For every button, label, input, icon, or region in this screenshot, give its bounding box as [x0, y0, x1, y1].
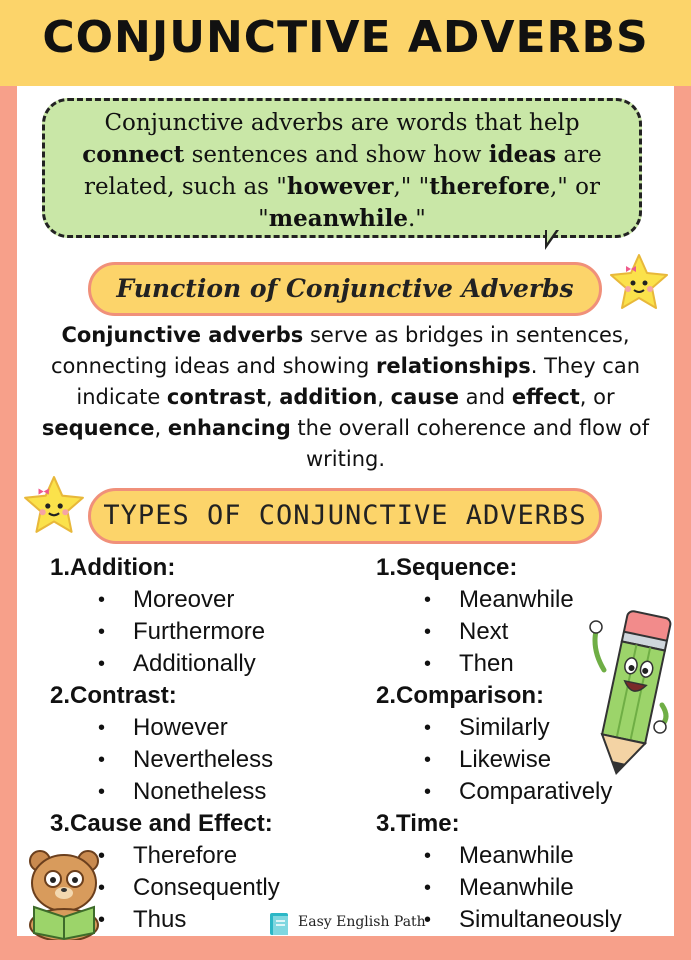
- definition-text-11: .": [407, 206, 426, 232]
- list-item-text: Consequently: [133, 874, 280, 901]
- bullet: •: [98, 717, 106, 739]
- function-paragraph: [30, 320, 661, 475]
- list-item: [50, 584, 350, 616]
- definition-ideas: ideas: [488, 141, 557, 168]
- category-contrast: 2.Contrast:: [50, 682, 177, 709]
- types-heading: TYPES OF CONJUNCTIVE ADVERBS: [88, 488, 602, 544]
- list-item-text: Then: [459, 650, 514, 677]
- list-item-text: Similarly: [459, 714, 550, 741]
- bullet: •: [424, 877, 432, 899]
- list-item-text: Meanwhile: [459, 842, 574, 869]
- fn-text-6: ,: [265, 385, 280, 409]
- list-item-text: Moreover: [133, 586, 235, 613]
- star-icon: [22, 474, 86, 538]
- fn-effect: effect: [511, 385, 580, 409]
- fn-text-12: , or: [579, 385, 615, 409]
- list-item-text: Likewise: [459, 746, 552, 773]
- bullet: •: [98, 781, 106, 803]
- list-item-text: Therefore: [133, 842, 238, 869]
- bullet: •: [424, 781, 432, 803]
- list-item: [376, 840, 666, 872]
- bullet: •: [424, 909, 432, 931]
- definition-meanwhile: meanwhile: [268, 205, 408, 232]
- list-item: [50, 616, 350, 648]
- category-time: 3.Time:: [376, 810, 460, 837]
- definition-text-3: sentences and show how: [184, 142, 489, 168]
- definition-text-5: are related, such as ": [83, 142, 602, 200]
- list-item: [50, 776, 350, 808]
- definition-however: however: [286, 173, 394, 200]
- list-item-text: However: [133, 714, 228, 741]
- fn-text-2: serve as bridges in sentences, connecting ideas and showing: [50, 323, 630, 378]
- list-item-text: Thus: [133, 906, 187, 933]
- bullet: •: [424, 845, 432, 867]
- bullet: •: [424, 621, 432, 643]
- definition-therefore: therefore: [429, 173, 550, 200]
- fn-conjunctive-adverbs: Conjunctive adverbs: [61, 323, 304, 347]
- fn-addition: addition: [279, 385, 378, 409]
- bubble-tail-fill: [547, 230, 556, 243]
- fn-text-16: the overall coherence and flow of writing.: [290, 416, 650, 471]
- list-item: [50, 744, 350, 776]
- list-item-text: Simultaneously: [459, 906, 622, 933]
- star-icon: [608, 252, 670, 314]
- bullet: •: [98, 749, 106, 771]
- list-item-text: Nonetheless: [133, 778, 267, 805]
- fn-relationships: relationships: [376, 354, 531, 378]
- book-logo-icon: [268, 910, 292, 938]
- definition-connect: connect: [82, 141, 185, 168]
- list-item: [50, 648, 350, 680]
- list-item-text: Meanwhile: [459, 586, 574, 613]
- definition-bubble: [42, 98, 642, 238]
- bullet: •: [98, 653, 106, 675]
- pencil-mascot-icon: [574, 595, 689, 785]
- definition-text-9: ," or ": [258, 174, 601, 232]
- list-item: [50, 712, 350, 744]
- bullet: •: [98, 909, 106, 931]
- fn-text-10: and: [458, 385, 512, 409]
- list-item: [376, 872, 666, 904]
- list-item-text: Next: [459, 618, 509, 645]
- fn-sequence: sequence: [41, 416, 155, 440]
- bullet: •: [424, 717, 432, 739]
- category-cause-effect: 3.Cause and Effect:: [50, 810, 273, 837]
- list-item-text: Meanwhile: [459, 874, 574, 901]
- list-item-text: Furthermore: [133, 618, 266, 645]
- category-addition: 1.Addition:: [50, 554, 176, 581]
- fn-text-14: ,: [154, 416, 168, 440]
- bullet: •: [98, 589, 106, 611]
- definition-text-7: ," ": [393, 174, 430, 200]
- list-item-text: Comparatively: [459, 778, 613, 805]
- bullet: •: [424, 653, 432, 675]
- bear-reading-icon: [20, 845, 110, 940]
- page-title: CONJUNCTIVE ADVERBS: [42, 12, 649, 63]
- fn-text-8: ,: [377, 385, 391, 409]
- brand-name: Easy English Path: [298, 914, 426, 930]
- fn-cause: cause: [390, 385, 459, 409]
- bullet: •: [424, 749, 432, 771]
- function-heading: Function of Conjunctive Adverbs: [88, 262, 602, 316]
- category-comparison: 2.Comparison:: [376, 682, 545, 709]
- list-item-text: Nevertheless: [133, 746, 274, 773]
- fn-enhancing: enhancing: [167, 416, 291, 440]
- definition-text-1: Conjunctive adverbs are words that help: [104, 110, 580, 136]
- bullet: •: [98, 845, 106, 867]
- bullet: •: [424, 589, 432, 611]
- list-item-text: Additionally: [133, 650, 256, 677]
- bullet: •: [98, 621, 106, 643]
- fn-contrast: contrast: [166, 385, 266, 409]
- fn-text-4: . They can indicate: [76, 354, 641, 409]
- bullet: •: [98, 877, 106, 899]
- category-sequence: 1.Sequence:: [376, 554, 518, 581]
